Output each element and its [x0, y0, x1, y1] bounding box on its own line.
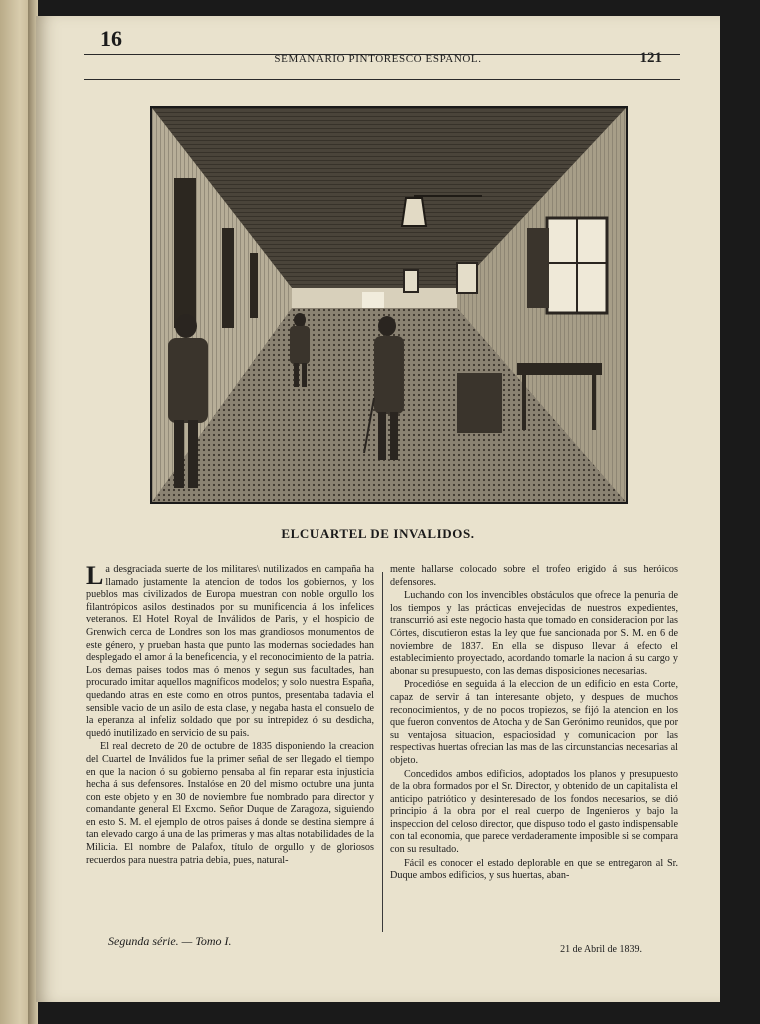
header-rule-top: [84, 54, 680, 55]
corridor-engraving: [150, 106, 628, 504]
folio-number: 121: [639, 50, 662, 66]
series-footer: Segunda série. — Tomo I.: [108, 934, 232, 948]
right-paragraph-3: Procedióse en seguida á la eleccion de un edificio en esta Corte, capaz de servir á tan interesante objeto, y despues de muchos reconocimientos, y de no pocos tropiezos, se fijó la atencion en los que fueron conventos de Atocha y de San Gerónimo reunidos, que por su ventajosa situacion, espaciosidad y comunicacion por las respectivas huertas ofrecian las mas de las circunstancias necesarias al objeto.: [390, 679, 678, 766]
article-title: ELCUARTEL DE INVALIDOS.: [281, 526, 475, 541]
left-column: [86, 564, 374, 934]
journal-title: SEMANARIO PINTORESCO ESPANOL.: [274, 53, 482, 65]
page-number: 16: [100, 26, 122, 51]
journal-page: [36, 16, 720, 1002]
right-paragraph-5: Fácil es conocer el estado deplorable en que se entregaron al Sr. Duque ambos edificios, y sus huertas, aban-: [390, 857, 678, 882]
issue-date: 21 de Abril de 1839.: [560, 944, 642, 955]
header-rule-bottom: [84, 79, 680, 80]
column-divider: [382, 572, 383, 932]
dropcap-letter: L: [86, 564, 104, 590]
right-paragraph-1: mente hallarse colocado sobre el trofeo erigido á sus heróicos defensores.: [390, 564, 678, 588]
right-paragraph-2: Luchando con los invencibles obstáculos que ofrece la penuria de los tiempos y las prácticas envejecidas de nuestros expedientes, transcurrió asi este negocio hasta que tomado en consideracion por las Córtes, discutieron estas la ley que fue sancionada por S. M. en 6 de noviembre de 1837. En ella se dispuso llevar á efecto el establecimiento proyectado, acordando tomarle la nacion á su cargo y abonar su presupuesto, con las demas disposiciones necesarias.: [390, 590, 678, 677]
left-paragraph-1: [86, 564, 374, 740]
right-column: [390, 564, 678, 939]
left-paragraph-2: El real decreto de 20 de octubre de 1835 disponiendo la creacion del Cuartel de Inválidos fue la primer señal de ser llegado el tiempo en que la nacion ó su gobierno pensaba al fin reparar esta injusticia hecha á sus defensores. Instalóse en 20 del mismo octubre una junta con este objeto y en 30 de noviembre fue nombrado para director y comandante general El Excmo. Señor Duque de Zaragoza, siguiendo en esto S. M. el ejemplo de otros paises á donde se destina siempre á tan elevado cargo á una de las primeras y mas altas notabilidades de la Milicia. El nombre de Palafox, título de orgullo y de gloriosos recuerdos para nuestra patria debia, pues, natural-: [86, 741, 374, 866]
engraving-drawing: [152, 108, 626, 502]
left-paragraph-1-text: a desgraciada suerte de los militares\ nutilizados en campaña ha llamado justamente la atencion de todos los gobiernos, y los pueblos mas civilizados de Europa muestran con noble orgullo los filantrópicos asilos destinados por su munificencia á los infelices veteranos. El Hotel Royal de Inválidos de Paris, y el hospicio de Grenwich cerca de Londres son los mas grandiosos monumentos de este género, y prueban hasta que punto las modernas sociedades han desplegado el amor á la beneficencia, y el reconocimiento de la patria. Los demas paises todos mas ó menos y segun sus facultades, han procurado imitar aquellos magníficos modelos; y solo nuestra España, quedando atras en este como en otros puntos, presentaba tadavia el sensible vacio de un asilo de esta clase, y negaba hasta el consuelo de la eperanza al infeliz soldado que por su intrepidez ó su desdicha, quedó inutilizado en servicio de su pais.: [86, 564, 374, 739]
right-paragraph-4: Concedidos ambos edificios, adoptados los planos y presupuesto de la obra formados por el Sr. Director, y obtenido de un capitalista el anticipo patriótico y desinteresado de los fondos necesarios, se dió principio á la obra por el real cuerpo de Ingenieros y bajo la inspeccion del celoso director, que dispuso todo el gasto indispensable con tal economia, que parece verdaderamente imposible si se compara con su resultado.: [390, 768, 678, 856]
